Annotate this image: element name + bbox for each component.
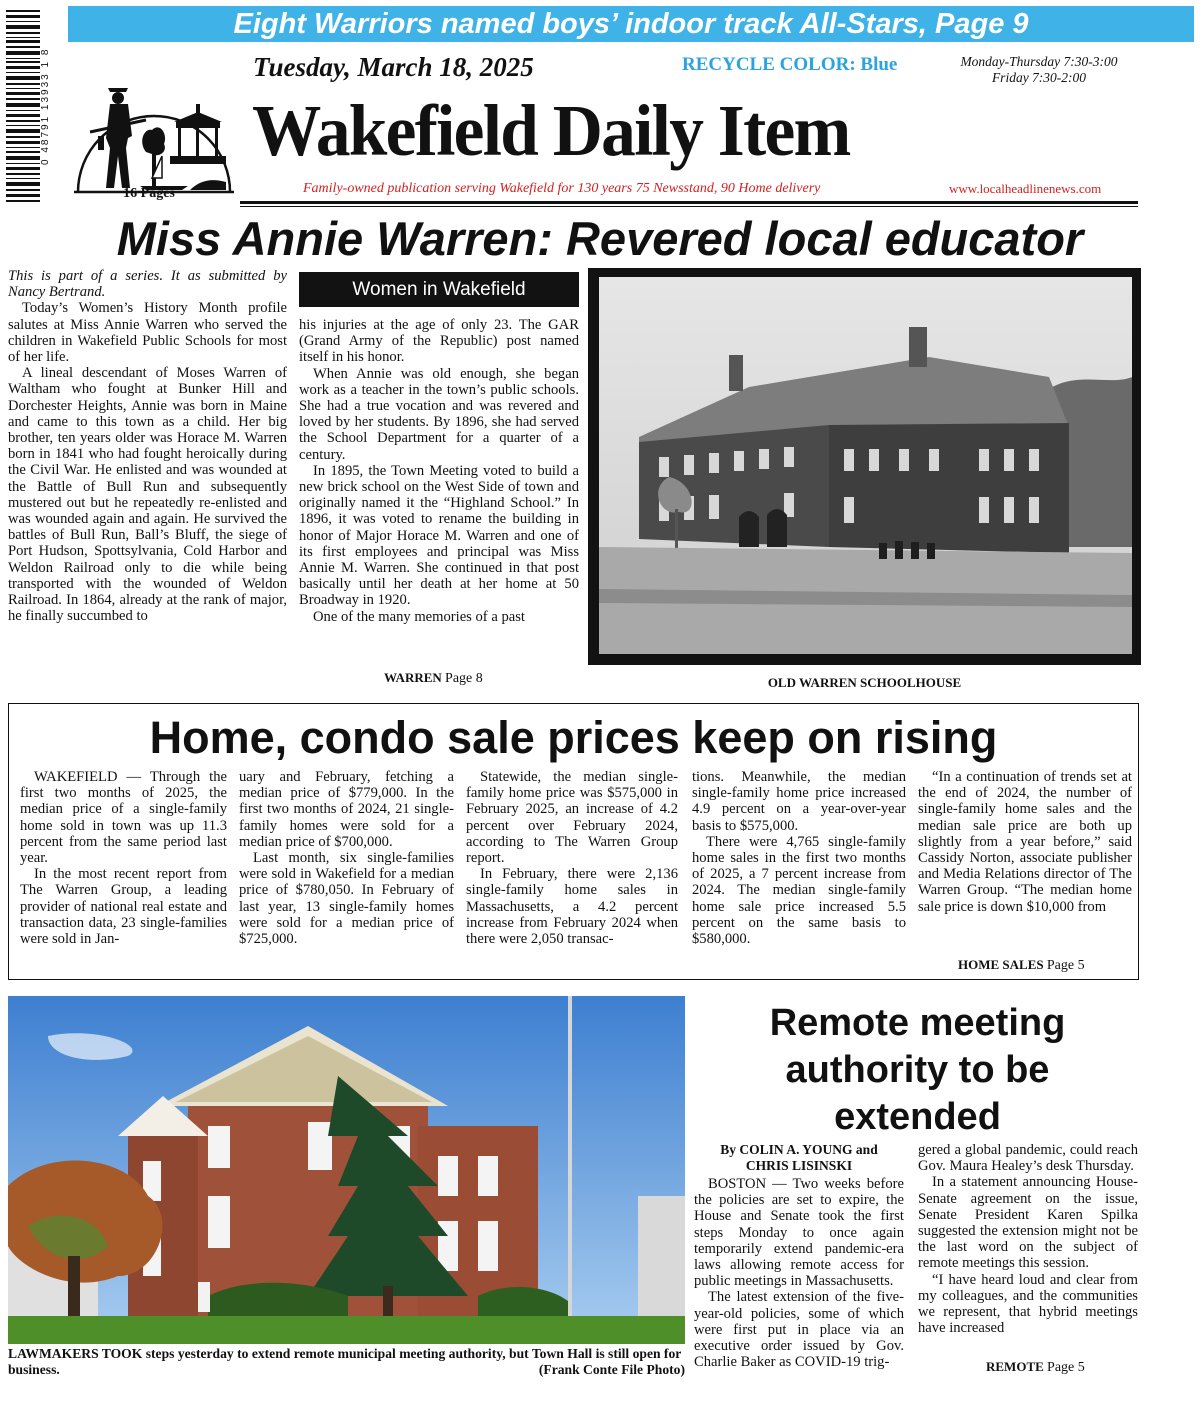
sales-paragraph: “In a continuation of trends set at the end of 2024, the number of single-family home sales and the median sale price are both up slightly from a year before,” said Cassidy Norton, associate publisher and Media Relations director of The Warren Group. “The median home sale price is down $10,000 from [918,769,1132,915]
page-count: 16 Pages [123,186,175,201]
lead-headline[interactable]: Miss Annie Warren: Revered local educator [116,212,1084,265]
lead-paragraph: One of the many memories of a past [313,608,525,625]
schoolhouse-photo [588,268,1141,665]
sales-column-1 [20,769,227,947]
section-label: Women in Wakefield [299,272,579,307]
masthead-logo [70,52,238,200]
lead-jump[interactable] [384,670,483,687]
barcode-digits: 0 48791 13933 1 8 [40,47,51,165]
remote-paragraph: gered a global pandemic, could reach Gov. Maura Healey’s desk Thursday. [918,1142,1138,1175]
website-link[interactable]: www.localheadlinenews.com [949,181,1102,196]
masthead-rule-thin [240,206,1138,207]
lead-paragraph: In 1895, the Town Meeting voted to build a new brick school on the West Side of town and originally named it the “Highland School.” In 1896, it was voted to rename the building in honor of Major Horace M. Warren and one of its first employees and principal was Miss Annie M. Warren. She continued in that post basically until her death at her home at 50 Broadway in 1920. [299,462,579,609]
jump-label: HOME SALES [958,957,1044,972]
lead-column-2 [299,317,579,625]
town-hall-caption-text: LAWMAKERS TOOK steps yesterday to extend remote municipal meeting authority, but Town Hall is still open for business. [8,1346,682,1377]
barcode-bars [6,6,40,206]
remote-paragraph: In a statement announcing House-Senate agreement on the issue, Senate President Karen Spilka suggested the extension might not be the last word on the subject of remote meetings this session. [918,1174,1138,1272]
town-hall-photo [8,996,685,1344]
office-hours-friday: Friday 7:30-2:00 [991,70,1087,85]
jump-label: WARREN [384,670,442,685]
remote-paragraph: BOSTON — Two weeks before the policies are set to expire, the House and Senate took the first steps Monday to once again temporarily extend pandemic-era laws allowing remote access for public meetings in Massachusetts. [694,1176,904,1290]
recycle-color: RECYCLE COLOR: Blue [682,54,898,75]
sales-paragraph: In the most recent report from The Warren Group, a leading provider of national real estate and transaction data, 23 single-families were sold in Jan- [20,866,227,948]
sales-column-3 [466,769,678,947]
schoolhouse-image [599,277,1132,654]
lead-intro: This is part of a series. It as submitted by Nancy Bertrand. [8,268,287,301]
byline-line-1: By COLIN A. YOUNG and [720,1142,878,1157]
lead-paragraph: Today’s Women’s History Month profile salutes at Miss Annie Warren who served the children in Wakefield Public Schools for most of her life. [8,300,287,366]
byline [694,1142,904,1174]
jump-page: Page 5 [1047,1360,1085,1375]
sales-paragraph: uary and February, fetching a median price of $779,000. In the first two months of 2024, 21 single-family homes were sold for a median price of $700,000. [239,769,454,850]
remote-paragraph: The latest extension of the five-year-old policies, some of which were first put in place via an executive order issued by Gov. Charlie Baker as COVID-19 trig- [694,1289,904,1371]
remote-jump[interactable] [986,1359,1085,1376]
remote-column-1 [694,1176,904,1370]
jump-page: Page 5 [1046,958,1085,973]
tagline: Family-owned publication serving Wakefield for 130 years 75 Newsstand, 90 Home delivery [303,181,821,196]
minuteman-gazebo-logo-icon [70,52,238,200]
home-sales-headline[interactable]: Home, condo sale prices keep on rising [149,712,998,763]
sales-jump[interactable] [958,957,1085,974]
lead-paragraph: A lineal descendant of Moses Warren of Waltham who fought at Bunker Hill and Dorchester Heights, Annie was born in Maine and came to this town as a child. Her big brother, ten years older was Horace M. Warren born in 1841 who had fought heroically during the Civil War. He enlisted and was wounded at the Battle of Bull Run and subsequently mustered out but he repeatedly re-enlisted and was wounded again and again. He survived the battles of Bull Run, Ball’s Bluff, the siege of Port Hudson, Spottsylvania, Cold Harbor and Weldon Railroad only to die while being transported with the wounded of Weldon Railroad. In 1864, already at the rank of major, he finally succumbed to [8,365,287,625]
byline-line-2: CHRIS LISINSKI [745,1158,853,1174]
office-hours [934,54,1144,86]
town-hall-caption [8,1346,685,1377]
sales-paragraph: WAKEFIELD — Through the first two months of 2025, the median price of a single-family home sold in town was up 11.3 percent from the same period last year. [20,769,227,867]
issue-date: Tuesday, March 18, 2025 [253,52,534,82]
sales-paragraph: There were 4,765 single-family home sales in the first two months of 2025, a 7 percent increase from 2024. The median single-family home sale price increased 5.5 percent on the same basis to $580,000. [692,833,906,948]
sales-paragraph: In February, there were 2,136 single-family home sales in Massachusetts, a 4.2 percent increase from February 2024 when there were 2,050 transac- [466,866,678,948]
schoolhouse-caption: OLD WARREN SCHOOLHOUSE [767,675,962,690]
newspaper-name: Wakefield Daily Item [252,90,850,171]
jump-page: Page 8 [445,671,483,686]
jump-label: REMOTE [986,1359,1044,1374]
lead-column-1 [8,268,287,624]
barcode [6,6,52,206]
sales-paragraph: Last month, six single-families were sold in Wakefield for a median price of $780,050. In February of last year, 13 single-family homes were sold for a median price of $725,000. [239,850,454,948]
town-hall-image [8,996,685,1344]
remote-column-2 [918,1142,1138,1336]
remote-paragraph: “I have heard loud and clear from my colleagues, and the communities we represent, that hybrid meetings have increased [918,1271,1138,1337]
lead-paragraph: When Annie was old enough, she began work as a teacher in the town’s public schools. She had a true vocation and was revered and loved by her students. By 1896, she had served the School Department for a quarter of a century. [299,365,579,463]
remote-meeting-headline[interactable]: Remote meeting authority to be extended [769,1002,1066,1138]
sales-paragraph: Statewide, the median single-family home price was $575,000 in February 2025, an increase of 4.2 percent over February 2024, according to The Warren Group report. [466,769,678,867]
photo-credit: (Frank Conte File Photo) [538,1361,685,1377]
sales-column-5 [918,769,1132,915]
sales-column-2 [239,769,454,947]
office-hours-weekday: Monday-Thursday 7:30-3:00 [960,54,1118,69]
promo-banner[interactable]: Eight Warriors named boys’ indoor track All-Stars, Page 9 [68,6,1194,42]
masthead-rule [240,201,1138,204]
sales-paragraph: tions. Meanwhile, the median single-family home price increased 4.9 percent on a year-over-year basis to $575,000. [692,769,906,834]
lead-paragraph: his injuries at the age of only 23. The GAR (Grand Army of the Republic) post named itself in his honor. [299,317,579,366]
sales-column-4 [692,769,906,947]
